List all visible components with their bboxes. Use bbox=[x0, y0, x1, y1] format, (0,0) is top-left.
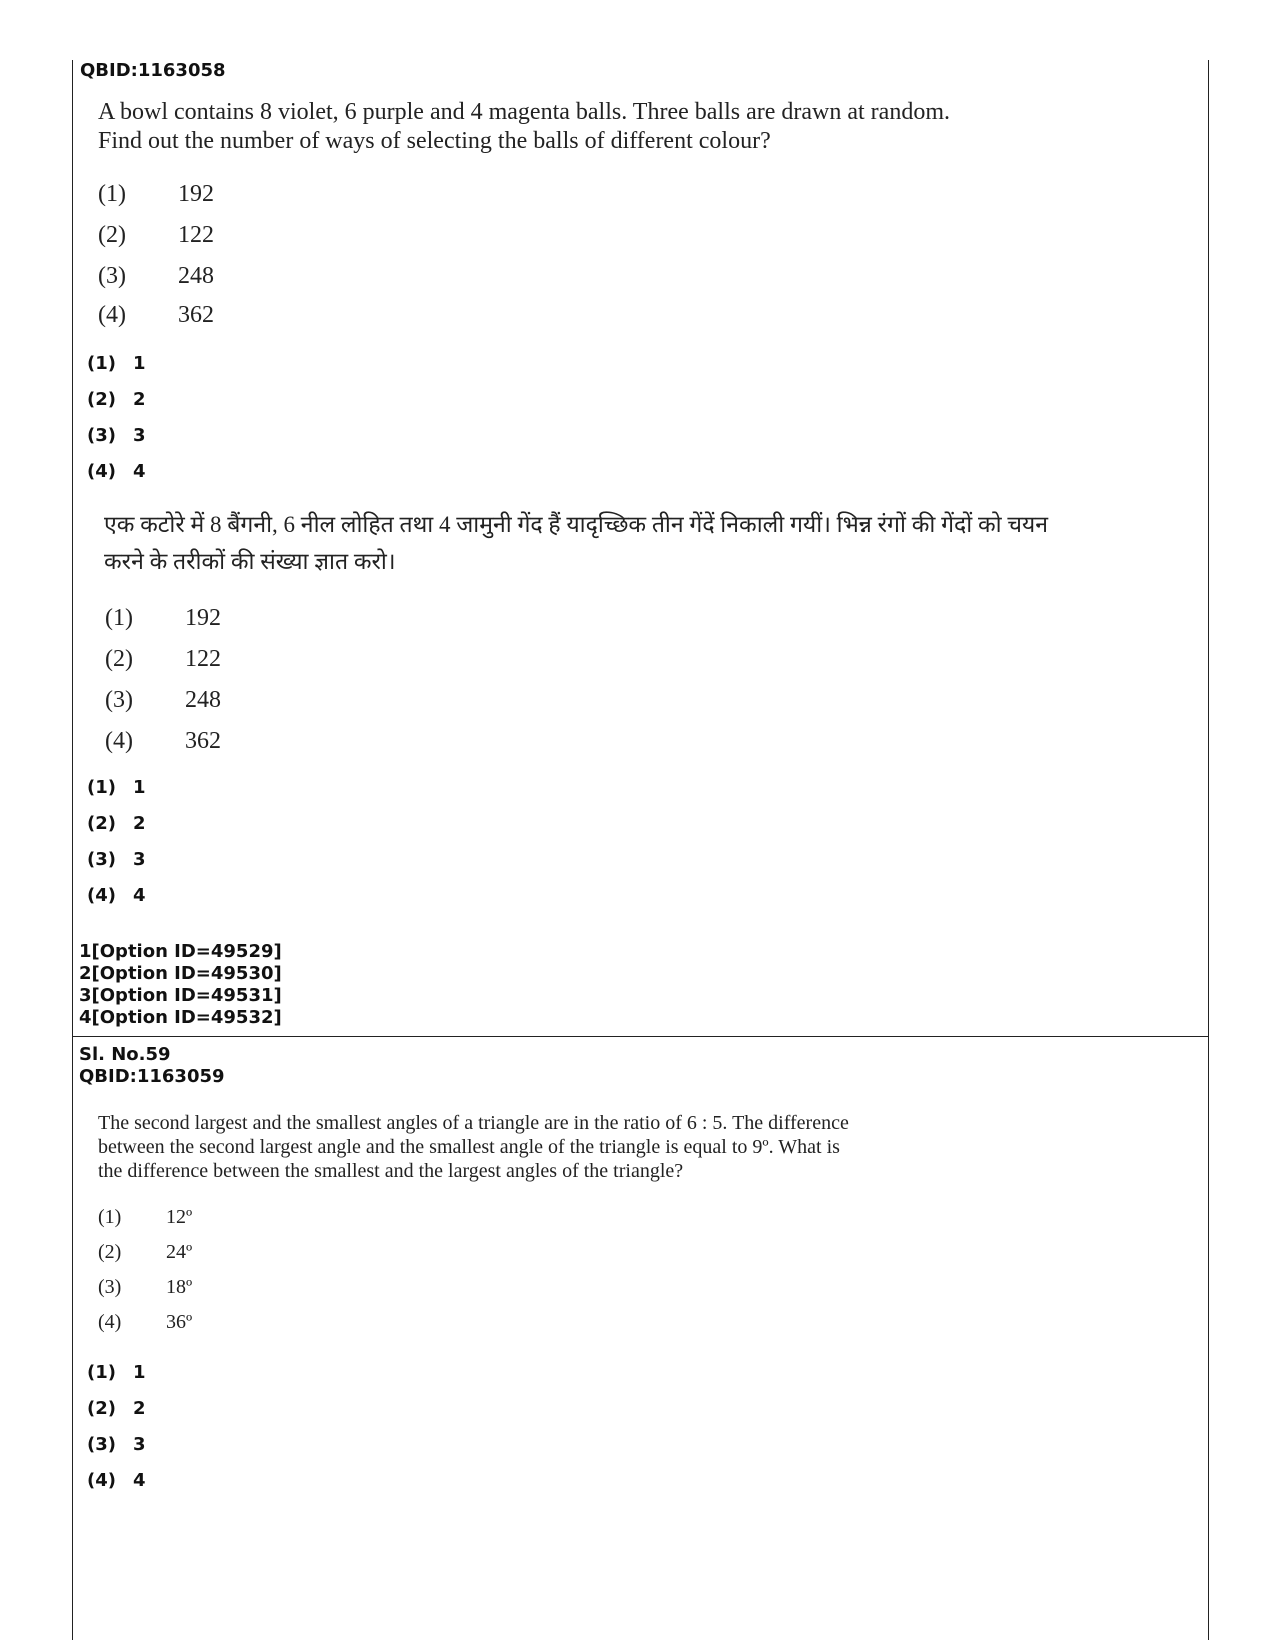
serial-number: Sl. No.59 bbox=[79, 1044, 171, 1065]
answer-value: 4 bbox=[133, 1470, 146, 1491]
option-number: (2) bbox=[98, 222, 126, 248]
option-number: (4) bbox=[105, 728, 133, 754]
answer-number: (3) bbox=[87, 849, 116, 870]
answer-choice[interactable] bbox=[87, 813, 146, 834]
answer-number: (3) bbox=[87, 425, 116, 446]
qbid-label: QBID:1163058 bbox=[80, 60, 226, 81]
left-border bbox=[72, 60, 73, 1640]
answer-number: (1) bbox=[87, 777, 116, 798]
option-number: (4) bbox=[98, 302, 126, 328]
answer-value: 1 bbox=[133, 353, 146, 374]
option-number: (3) bbox=[98, 263, 126, 289]
option-number: (3) bbox=[98, 1276, 122, 1298]
answer-number: (4) bbox=[87, 1470, 116, 1491]
option-number: (1) bbox=[105, 605, 133, 631]
answer-value: 1 bbox=[133, 777, 146, 798]
answer-number: (2) bbox=[87, 813, 116, 834]
answer-value: 3 bbox=[133, 849, 146, 870]
option-item bbox=[98, 301, 214, 330]
answer-number: (3) bbox=[87, 1434, 116, 1455]
answer-value: 1 bbox=[133, 1362, 146, 1383]
question-text-line: between the second largest angle and the smallest angle of the triangle is equal to 9º. What is bbox=[98, 1136, 840, 1158]
option-item bbox=[98, 1310, 192, 1335]
option-id: 1[Option ID=49529] bbox=[79, 941, 282, 962]
option-item bbox=[105, 604, 221, 633]
answer-number: (2) bbox=[87, 1398, 116, 1419]
answer-value: 4 bbox=[133, 461, 146, 482]
answer-choice[interactable] bbox=[87, 1362, 146, 1383]
option-value: 122 bbox=[185, 646, 221, 672]
question-text-line: the difference between the smallest and the largest angles of the triangle? bbox=[98, 1160, 684, 1182]
answer-choice[interactable] bbox=[87, 353, 146, 374]
question-text-line: A bowl contains 8 violet, 6 purple and 4 magenta balls. Three balls are drawn at random. bbox=[98, 99, 950, 125]
option-id: 2[Option ID=49530] bbox=[79, 963, 282, 984]
option-number: (4) bbox=[98, 1311, 122, 1333]
answer-choice[interactable] bbox=[87, 777, 146, 798]
option-value: 12º bbox=[166, 1206, 193, 1228]
option-value: 248 bbox=[185, 687, 221, 713]
option-item bbox=[98, 262, 214, 291]
option-item bbox=[105, 645, 221, 674]
answer-choice[interactable] bbox=[87, 849, 146, 870]
option-number: (2) bbox=[98, 1241, 122, 1263]
option-item bbox=[98, 221, 214, 250]
option-number: (1) bbox=[98, 181, 126, 207]
answer-number: (4) bbox=[87, 885, 116, 906]
option-value: 192 bbox=[185, 605, 221, 631]
option-value: 362 bbox=[185, 728, 221, 754]
answer-value: 2 bbox=[133, 1398, 146, 1419]
question-divider bbox=[72, 1036, 1209, 1037]
answer-choice[interactable] bbox=[87, 425, 146, 446]
option-item bbox=[98, 1275, 192, 1300]
option-id: 4[Option ID=49532] bbox=[79, 1007, 282, 1028]
answer-value: 4 bbox=[133, 885, 146, 906]
answer-value: 3 bbox=[133, 1434, 146, 1455]
qbid-label: QBID:1163059 bbox=[79, 1066, 225, 1087]
answer-value: 2 bbox=[133, 389, 146, 410]
option-item bbox=[98, 1240, 192, 1265]
question-text-line: Find out the number of ways of selecting the balls of different colour? bbox=[98, 128, 771, 154]
question-text-hindi-line: करने के तरीकों की संख्या ज्ञात करो। bbox=[104, 549, 396, 574]
option-number: (1) bbox=[98, 1206, 122, 1228]
answer-number: (1) bbox=[87, 1362, 116, 1383]
option-value: 24º bbox=[166, 1241, 193, 1263]
answer-number: (4) bbox=[87, 461, 116, 482]
option-value: 36º bbox=[166, 1311, 193, 1333]
answer-number: (1) bbox=[87, 353, 116, 374]
option-value: 248 bbox=[178, 263, 214, 289]
answer-choice[interactable] bbox=[87, 1398, 146, 1419]
option-value: 192 bbox=[178, 181, 214, 207]
answer-choice[interactable] bbox=[87, 1470, 146, 1491]
answer-value: 3 bbox=[133, 425, 146, 446]
option-item bbox=[98, 180, 214, 209]
question-text-hindi-line: एक कटोरे में 8 बैंगनी, 6 नील लोहित तथा 4 जामुनी गेंद हैं यादृच्छिक तीन गेंदें निकाली गयीं। भिन्न रंगों की गेंदों को चयन bbox=[104, 512, 1049, 537]
answer-choice[interactable] bbox=[87, 885, 146, 906]
answer-choice[interactable] bbox=[87, 389, 146, 410]
answer-number: (2) bbox=[87, 389, 116, 410]
question-text-line: The second largest and the smallest angles of a triangle are in the ratio of 6 : 5. The difference bbox=[98, 1112, 849, 1134]
option-number: (3) bbox=[105, 687, 133, 713]
option-value: 122 bbox=[178, 222, 214, 248]
answer-choice[interactable] bbox=[87, 1434, 146, 1455]
option-item bbox=[98, 1205, 192, 1230]
option-value: 18º bbox=[166, 1276, 193, 1298]
option-item bbox=[105, 686, 221, 715]
right-border bbox=[1208, 60, 1209, 1640]
option-number: (2) bbox=[105, 646, 133, 672]
option-value: 362 bbox=[178, 302, 214, 328]
option-id: 3[Option ID=49531] bbox=[79, 985, 282, 1006]
option-item bbox=[105, 727, 221, 756]
answer-choice[interactable] bbox=[87, 461, 146, 482]
answer-value: 2 bbox=[133, 813, 146, 834]
